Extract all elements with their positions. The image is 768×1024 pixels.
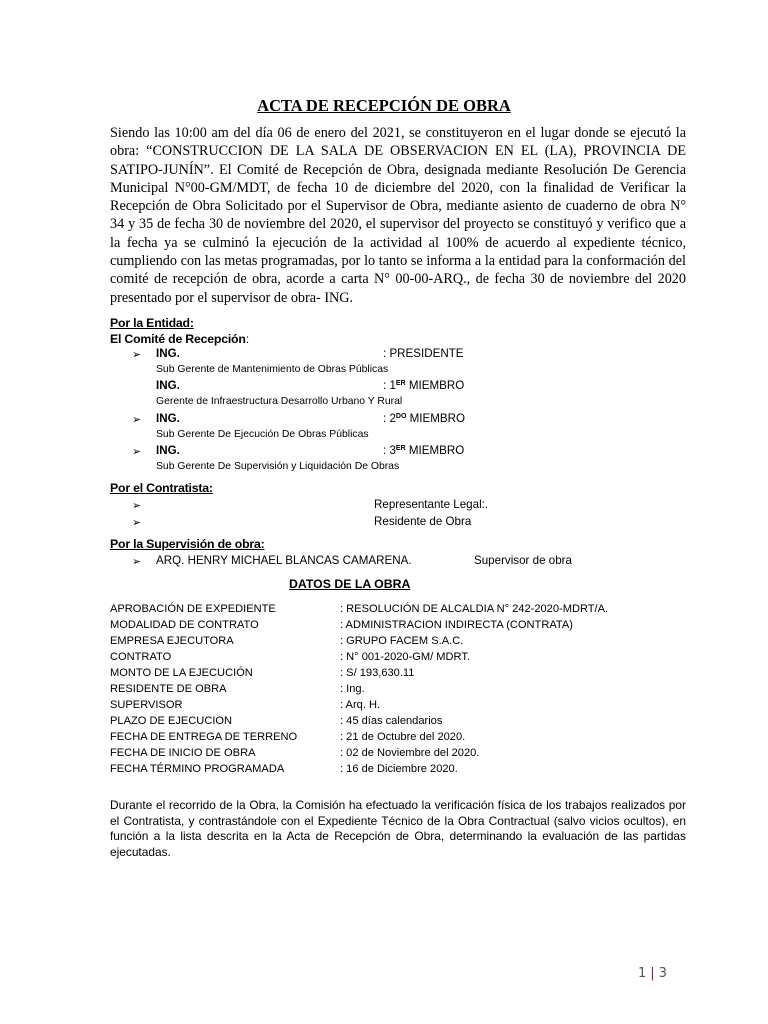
datos-value: : Arq. H.: [340, 699, 381, 711]
entidad-heading: Por la Entidad:: [110, 316, 194, 330]
datos-label: FECHA TÉRMINO PROGRAMADA: [110, 763, 285, 775]
page-separator: |: [650, 966, 655, 981]
member-role: [383, 444, 464, 457]
datos-label: SUPERVISOR: [110, 699, 183, 711]
member-detail: Sub Gerente de Mantenimiento de Obras Públicas: [156, 364, 389, 375]
datos-label: CONTRATO: [110, 651, 172, 663]
contratista-heading: Por el Contratista:: [110, 481, 213, 495]
member-name: ING.: [156, 412, 180, 425]
member-detail: Gerente de Infraestructura Desarrollo Urbano Y Rural: [156, 396, 403, 407]
member-role-suffix: MIEMBRO: [408, 379, 465, 392]
datos-heading: DATOS DE LA OBRA: [289, 577, 411, 591]
member-role-suffix: MIEMBRO: [408, 444, 465, 457]
member-role: [383, 347, 464, 360]
intro-paragraph: Siendo las 10:00 am del día 06 de enero del 2021, se constituyeron en el lugar donde se ejecutó la obra: “CONSTRUCCION DE LA SALA DE OBSERVACION EN EL (LA), PROVINCIA DE SATIPO-JUNÍN”. El Comité de Recepción de Obra, designada mediante Resolución De Gerencia Municipal N°00-GM/MDT, de fecha 10 de diciembre del 2020, con la finalidad de Verificar la Recepción de Obra Solicitado por el Supervisor de Obra, mediante asiento de cuaderno de obra N° 34 y 35 de fecha 30 de noviembre del 2020, el supervisor del proyecto se constituyó y verifico que a la fecha ya se culminó la ejecución de la actividad al 100% de acuerdo al expediente técnico, cumpliendo con las metas programadas, por lo tanto se informa a la entidad para la conformación del comité de recepción de obra, acorde a carta N° 00-00-ARQ., de fecha 30 de noviembre del 2020 presentado por el supervisor de obra- ING.: [110, 125, 686, 306]
page-total: 3: [658, 966, 667, 981]
page-number: [638, 966, 667, 981]
datos-value: : ADMINISTRACION INDIRECTA (CONTRATA): [340, 619, 573, 631]
member-role-prefix: : PRESIDENTE: [383, 347, 464, 360]
member-role-sup: ER: [395, 380, 406, 387]
bullet-arrow-icon: ➢: [132, 517, 142, 529]
datos-label: FECHA DE ENTREGA DE TERRENO: [110, 731, 298, 743]
datos-value: : GRUPO FACEM S.A.C.: [340, 635, 464, 647]
bullet-arrow-icon: ➢: [132, 414, 142, 426]
committee-heading: [110, 332, 249, 346]
member-role-suffix: MIEMBRO: [409, 412, 466, 425]
contratista-role: Representante Legal:.: [374, 498, 489, 511]
datos-label: PLAZO DE EJECUCION: [110, 715, 233, 727]
datos-value: : S/ 193,630.11: [340, 667, 415, 679]
supervision-heading: Por la Supervisión de obra:: [110, 537, 265, 551]
member-role-sup: DO: [395, 413, 407, 420]
bullet-arrow-icon: ➢: [132, 349, 142, 361]
member-role: [383, 412, 465, 425]
supervisor-name: ARQ. HENRY MICHAEL BLANCAS CAMARENA.: [156, 554, 412, 567]
datos-label: EMPRESA EJECUTORA: [110, 635, 234, 647]
committee-heading-colon: :: [245, 332, 249, 346]
member-role-sup: ER: [395, 445, 406, 452]
datos-label: APROBACIÓN DE EXPEDIENTE: [110, 603, 276, 615]
member-name: ING.: [156, 347, 180, 360]
datos-value: : RESOLUCIÓN DE ALCALDIA N° 242-2020-MDRT/A.: [340, 603, 609, 615]
contratista-role: Residente de Obra: [374, 515, 472, 528]
datos-label: FECHA DE INICIO DE OBRA: [110, 747, 256, 759]
datos-label: RESIDENTE DE OBRA: [110, 683, 227, 695]
datos-value: : 21 de Octubre del 2020.: [340, 731, 466, 743]
datos-value: : 16 de Diciembre 2020.: [340, 763, 458, 775]
page-current: 1: [638, 966, 647, 981]
datos-value: : Ing.: [340, 683, 365, 695]
member-role-prefix: : 1: [383, 379, 396, 392]
member-role-prefix: : 2: [383, 412, 396, 425]
member-name: ING.: [156, 379, 180, 392]
closing-paragraph: Durante el recorrido de la Obra, la Comisión ha efectuado la verificación física de los trabajos realizados por el Contratista, y contrastándole con el Expediente Técnico de la Obra Contractual (salvo vicios ocultos), en función a la lista descrita en la Acta de Recepción de Obra, determinando la evaluación de las partidas ejecutadas.: [110, 798, 686, 859]
member-role-prefix: : 3: [383, 444, 396, 457]
committee-heading-text: El Comité de Recepción: [110, 332, 246, 346]
bullet-arrow-icon: ➢: [132, 500, 142, 512]
bullet-arrow-icon: ➢: [132, 446, 142, 458]
document-title: ACTA DE RECEPCIÓN DE OBRA: [257, 96, 511, 115]
member-name: ING.: [156, 444, 180, 457]
supervisor-role: Supervisor de obra: [474, 554, 572, 567]
datos-value: : 02 de Noviembre del 2020.: [340, 747, 480, 759]
datos-label: MONTO DE LA EJECUCIÓN: [110, 667, 253, 679]
datos-value: : 45 días calendarios: [340, 715, 443, 727]
member-detail: Sub Gerente De Ejecución De Obras Públicas: [156, 429, 369, 440]
bullet-arrow-icon: ➢: [132, 556, 142, 568]
datos-value: : N° 001-2020-GM/ MDRT.: [340, 651, 470, 663]
member-detail: Sub Gerente De Supervisión y Liquidación De Obras: [156, 461, 400, 472]
member-role: [383, 379, 464, 392]
datos-label: MODALIDAD DE CONTRATO: [110, 619, 259, 631]
